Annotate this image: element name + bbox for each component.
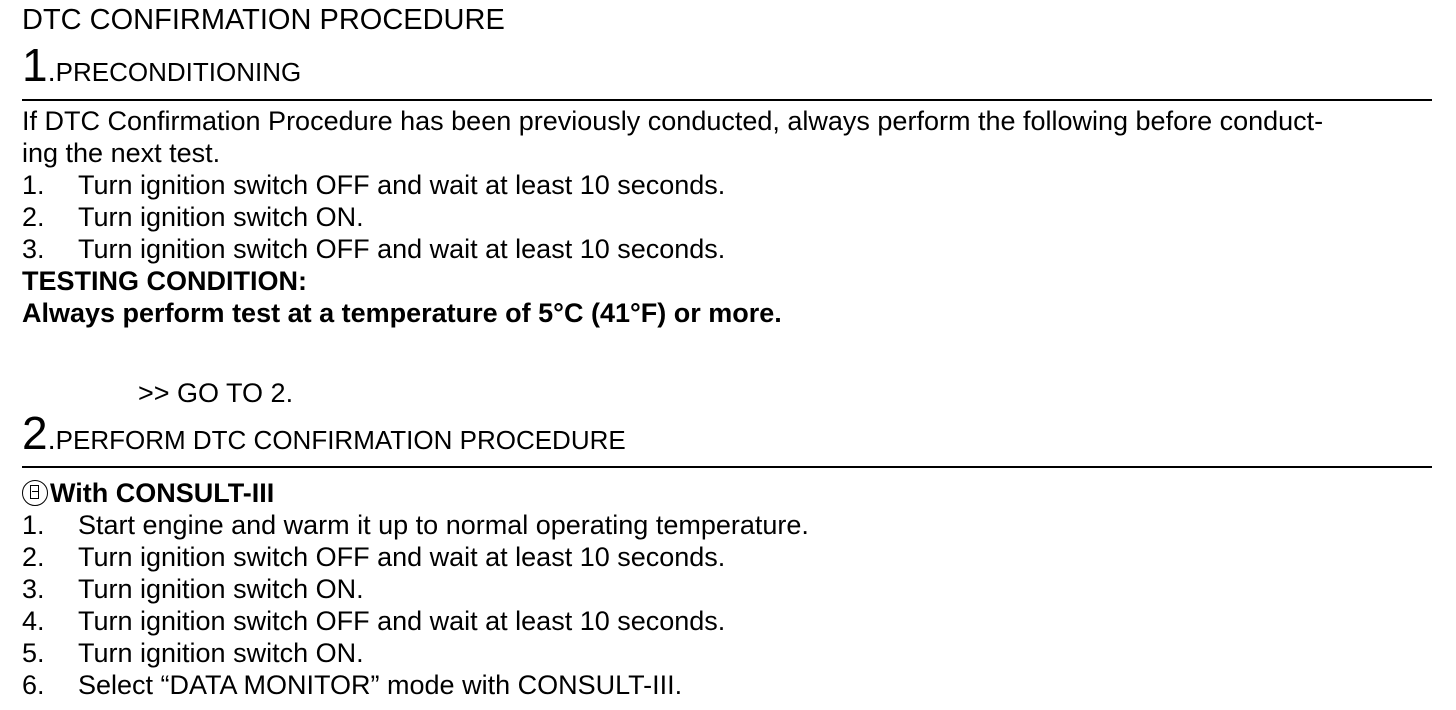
list-number: 6. [22,670,45,700]
list-number: 5. [22,638,45,668]
step-2-heading [22,408,626,470]
step-1-intro-line-2: ing the next test. [22,138,221,168]
step-1-number: 1 [22,39,48,91]
list-text: Turn ignition switch ON. [78,574,364,604]
consult-header [22,477,274,509]
consult-label: With CONSULT-III [50,478,275,508]
list-text: Turn ignition switch ON. [78,638,364,668]
list-text: Select “DATA MONITOR” mode with CONSULT-III. [78,670,683,700]
step-2-number: 2 [22,407,48,459]
step-2-label: PERFORM DTC CONFIRMATION PROCEDURE [55,425,626,455]
goto-step-2-link[interactable]: >> GO TO 2. [138,378,294,408]
document-title: DTC CONFIRMATION PROCEDURE [22,4,505,36]
list-text: Turn ignition switch OFF and wait at least 10 seconds. [78,606,726,636]
list-text: Turn ignition switch OFF and wait at least 10 seconds. [78,542,726,572]
step-2-list-item [22,541,725,573]
consult-tool-icon [22,480,48,506]
step-2-divider [22,466,1432,468]
list-number: 1. [22,510,45,540]
step-1-intro-line-1: If DTC Confirmation Procedure has been previously conducted, always perform the following before conduct- [22,106,1324,136]
list-number: 1. [22,170,45,200]
step-1-list-item [22,233,725,265]
list-number: 2. [22,202,45,232]
step-1-label: PRECONDITIONING [55,57,302,87]
list-text: Turn ignition switch ON. [78,202,364,232]
step-2-list-item [22,573,364,605]
list-number: 3. [22,574,45,604]
step-1-list-item [22,169,725,201]
list-number: 3. [22,234,45,264]
testing-condition-label: TESTING CONDITION: [22,266,307,296]
step-2-list-item [22,605,725,637]
list-number: 4. [22,606,45,636]
step-2-list-item [22,509,809,541]
testing-condition-text: Always perform test at a temperature of 5°C (41°F) or more. [22,298,782,328]
list-text: Turn ignition switch OFF and wait at least 10 seconds. [78,170,726,200]
step-2-dot: . [47,424,56,456]
step-1-divider [22,99,1432,101]
step-1-dot: . [47,56,56,88]
list-text: Start engine and warm it up to normal operating temperature. [78,510,809,540]
step-2-list-item [22,669,682,701]
step-1-list-item [22,201,364,233]
list-text: Turn ignition switch OFF and wait at least 10 seconds. [78,234,726,264]
step-2-list-item [22,637,364,669]
list-number: 2. [22,542,45,572]
step-1-heading [22,40,301,102]
